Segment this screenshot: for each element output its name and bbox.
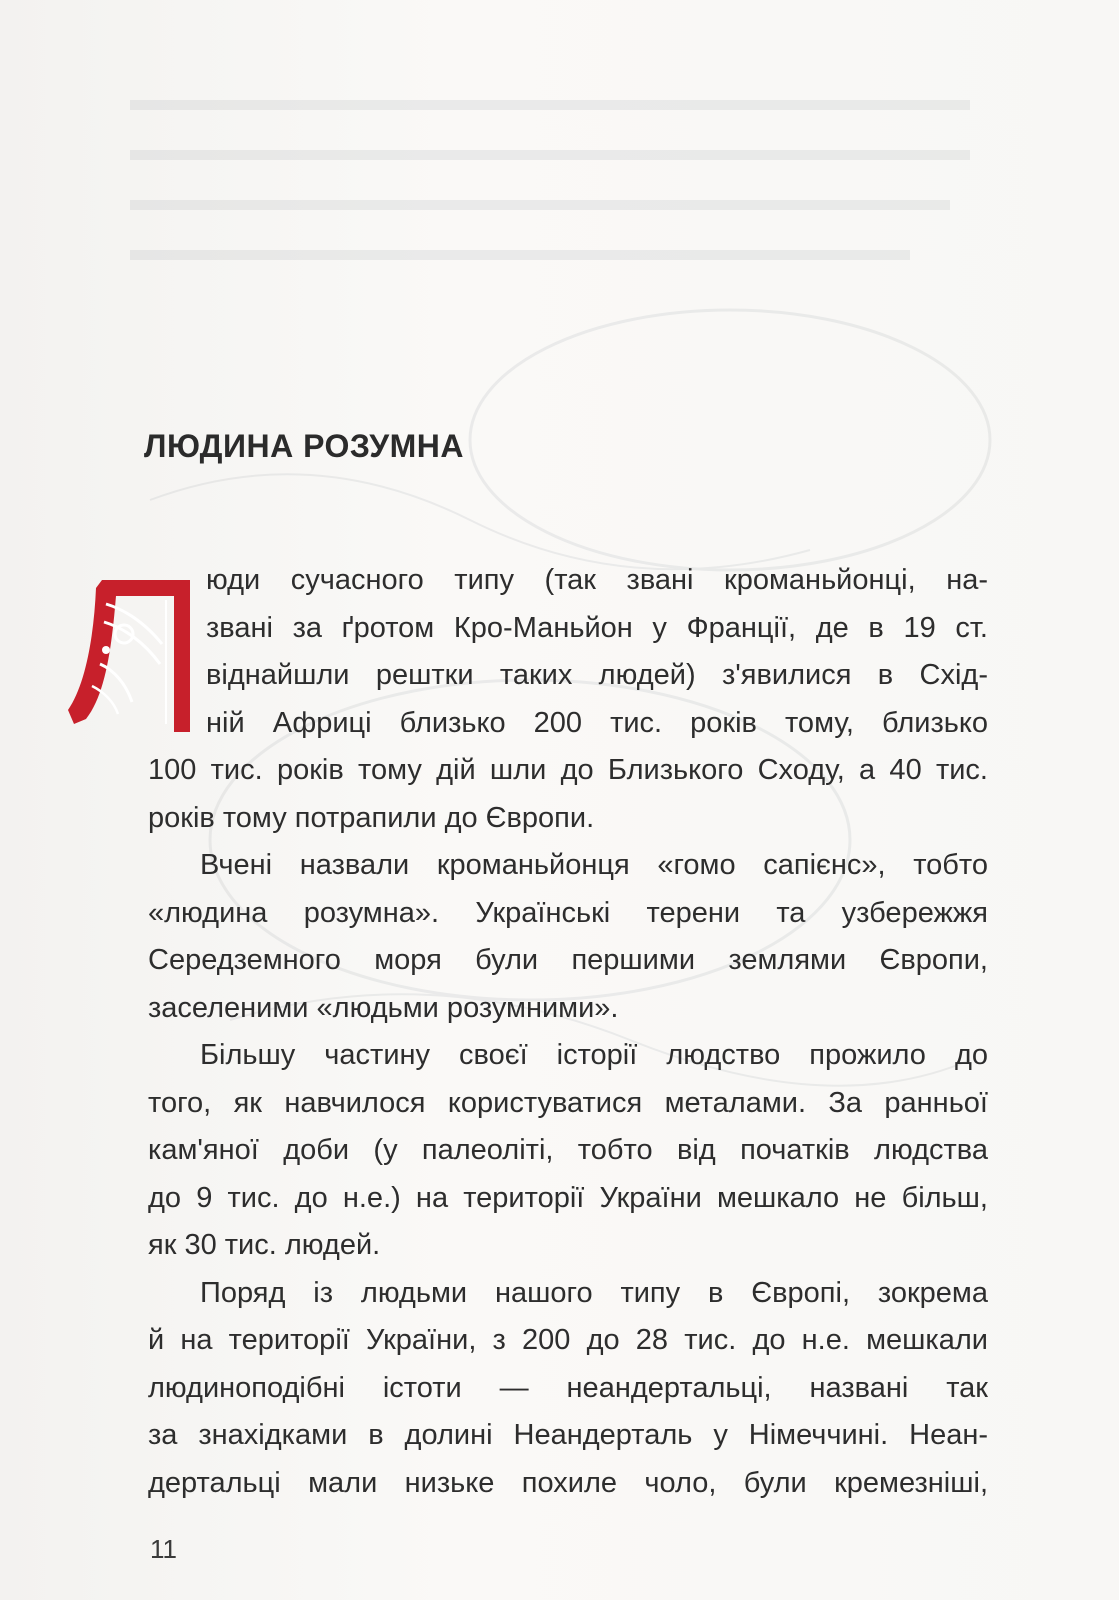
text-line: років тому потрапили до Європи. bbox=[148, 802, 595, 834]
text-line: звані за ґротом Кро-Маньйон у Франції, де в 19 ст. bbox=[206, 612, 988, 644]
text-line: юди сучасного типу (так звані кроманьйонці, на- bbox=[206, 564, 988, 596]
text-line: дертальці мали низьке похиле чоло, були кремезніші, bbox=[148, 1467, 988, 1499]
text-line: віднайшли рештки таких людей) з'явилися в Схід- bbox=[206, 659, 988, 691]
text-line: ній Африці близько 200 тис. років тому, близько bbox=[206, 707, 988, 739]
text-line: за знахідками в долині Неандерталь у Німеччині. Неан- bbox=[148, 1419, 988, 1451]
text-line: до 9 тис. до н.е.) на території України мешкало не більш, bbox=[148, 1182, 988, 1214]
text-line: Більшу частину своєї історії людство прожило до bbox=[200, 1039, 988, 1071]
text-line: того, як навчилося користуватися металами. За ранньої bbox=[148, 1087, 988, 1119]
text-line: Вчені назвали кроманьйонця «гомо сапієнс», тобто bbox=[200, 849, 988, 881]
dropcap-letter-l bbox=[66, 574, 196, 732]
text-line: Середземного моря були першими землями Європи, bbox=[148, 944, 988, 976]
chapter-heading: ЛЮДИНА РОЗУМНА bbox=[144, 428, 464, 464]
text-line: людиноподібні істоти — неандертальці, названі так bbox=[148, 1372, 988, 1404]
text-line: заселеними «людьми розумними». bbox=[148, 992, 619, 1024]
text-line: як 30 тис. людей. bbox=[148, 1229, 381, 1261]
text-line: Поряд із людьми нашого типу в Європі, зокрема bbox=[200, 1277, 988, 1309]
text-line: «людина розумна». Українські терени та узбережжя bbox=[148, 897, 988, 929]
text-line: 100 тис. років тому дій шли до Близького Сходу, а 40 тис. bbox=[148, 754, 988, 786]
page-number: 11 bbox=[150, 1534, 177, 1564]
text-line: й на території України, з 200 до 28 тис. до н.е. мешкали bbox=[148, 1324, 988, 1356]
text-line: кам'яної доби (у палеоліті, тобто від початків людства bbox=[148, 1134, 988, 1166]
